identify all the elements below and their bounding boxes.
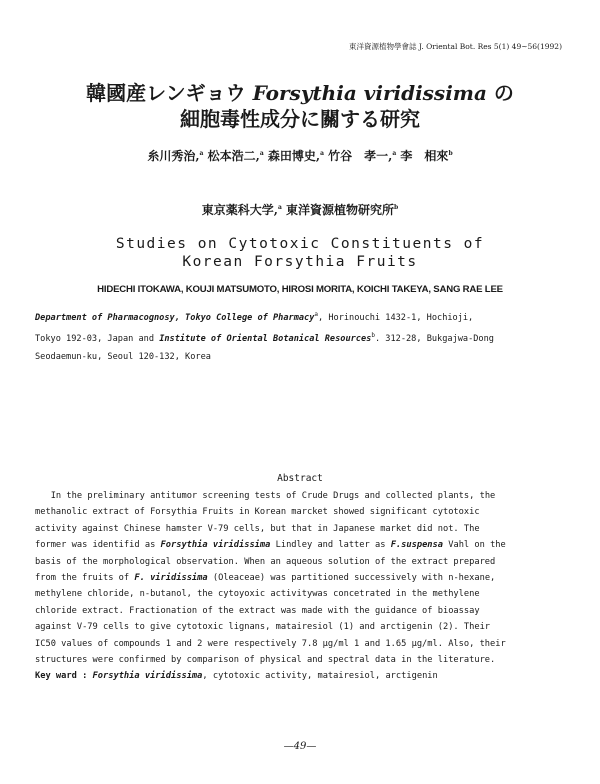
english-authors: HIDECHI ITOKAWA, KOUJI MATSUMOTO, HIROSI MORITA, KOICHI TAKEYA, SANG RAE LEE <box>97 284 503 295</box>
title-species: Forsythia viridissima <box>252 81 487 105</box>
species-name: F.suspensa <box>390 540 443 551</box>
english-title-line-2: Korean Forsythia Fruits <box>182 254 418 270</box>
keywords <box>35 671 575 681</box>
abstract-line <box>35 488 570 504</box>
author-itokawa: 糸川秀治, <box>147 149 200 163</box>
title-prefix: 韓國産レンギョウ <box>86 81 253 105</box>
abstract-text: (Oleaceae) was partitioned successively with n-hexane, <box>207 573 496 584</box>
affil-mark: b <box>448 150 453 157</box>
affil-mark: a <box>314 311 319 318</box>
page-number: —49— <box>283 741 317 752</box>
english-affiliations <box>35 306 570 366</box>
abstract-line: IC50 values of compounds 1 and 2 were respectively 7.8 μg/ml 1 and 1.65 μg/ml. Also, their <box>35 638 506 649</box>
title-suffix: の <box>486 81 514 105</box>
abstract-text: Lindley and latter as <box>270 540 391 551</box>
abstract-line: basis of the morphological observation. When an aqueous solution of the extract prepared <box>35 556 496 567</box>
species-name: Forsythia viridissima <box>160 540 271 551</box>
abstract-body <box>35 488 570 668</box>
affil-mark: a <box>199 150 204 157</box>
japanese-title-line-1 <box>0 80 600 107</box>
abstract-line: structures were confirmed by comparison of physical and spectral data in the literature. <box>35 655 496 666</box>
author-takeya: 竹谷 孝一, <box>328 149 393 163</box>
abstract-line: methylene chloride, n-butanol, the cytoyoxic activitywas concetrated in the methylene <box>35 589 480 600</box>
affil-addr4: Seodaemun-ku, Seoul 120-132, Korea <box>35 351 211 362</box>
species-name: F. viridissima <box>134 573 208 584</box>
journal-reference: 東洋資源植物學會誌 J. Oriental Bot. Res 5(1) 49~56(1992) <box>349 42 562 51</box>
author-matsumoto: 松本浩二, <box>207 149 260 163</box>
japanese-authors <box>0 147 600 164</box>
abstract-line <box>35 537 570 553</box>
affil-addr2: Tokyo 192-03, Japan and <box>35 334 160 345</box>
affil-tokyo: 東京薬科大学, <box>201 203 278 217</box>
affil-oriental: 東洋資源植物研究所 <box>286 203 395 217</box>
abstract-line: methanolic extract of Forsythia Fruits in Korean marcket showed significant cytotoxic <box>35 507 480 518</box>
affil-addr3: . 312-28, Bukgajwa-Dong <box>374 334 494 345</box>
keywords-rest: , cytotoxic activity, matairesiol, arctigenin <box>202 671 438 681</box>
affil-addr1: , Horinouchi 1432-1, Hochioji, <box>318 312 474 323</box>
japanese-affiliations <box>0 201 600 218</box>
species-name: Forsythia viridissima <box>92 671 203 681</box>
affil-mark: a <box>392 150 397 157</box>
affil-mark: b <box>371 332 375 340</box>
abstract-line: chloride extract. Fractionation of the extract was made with the guidance of bioassay <box>35 605 480 616</box>
abstract-text: Vahl on the <box>443 540 506 551</box>
abstract-text: from the fruits of <box>35 573 135 584</box>
affil-mark: b <box>394 204 399 211</box>
author-morita: 森田博史, <box>267 149 321 163</box>
abstract-heading: Abstract <box>277 473 323 484</box>
japanese-title-line-2: 細胞毒性成分に關する研究 <box>180 107 420 131</box>
abstract-line: activity against Chinese hamster V-79 cells, but that in Japanese market did not. The <box>35 523 480 534</box>
affil-mark: a <box>259 150 264 157</box>
abstract-text: In the preliminary antitumor screening tests of Crude Drugs and collected plants, the <box>50 491 496 501</box>
author-lee: 李 相來 <box>400 149 449 163</box>
abstract-text: former was identifid as <box>35 540 161 551</box>
abstract-line <box>35 570 570 586</box>
affil-dept: Department of Pharmacognosy, Tokyo College of Pharmacy <box>35 312 315 323</box>
abstract-line: against V-79 cells to give cytotoxic lignans, matairesiol (1) and arctigenin (2). Their <box>35 622 491 633</box>
affil-mark: a <box>277 204 282 211</box>
keywords-label: Key ward : <box>35 671 93 681</box>
affil-mark: a <box>320 150 324 157</box>
english-title-line-1: Studies on Cytotoxic Constituents of <box>115 236 485 252</box>
affil-inst: Institute of Oriental Botanical Resources <box>159 334 372 345</box>
